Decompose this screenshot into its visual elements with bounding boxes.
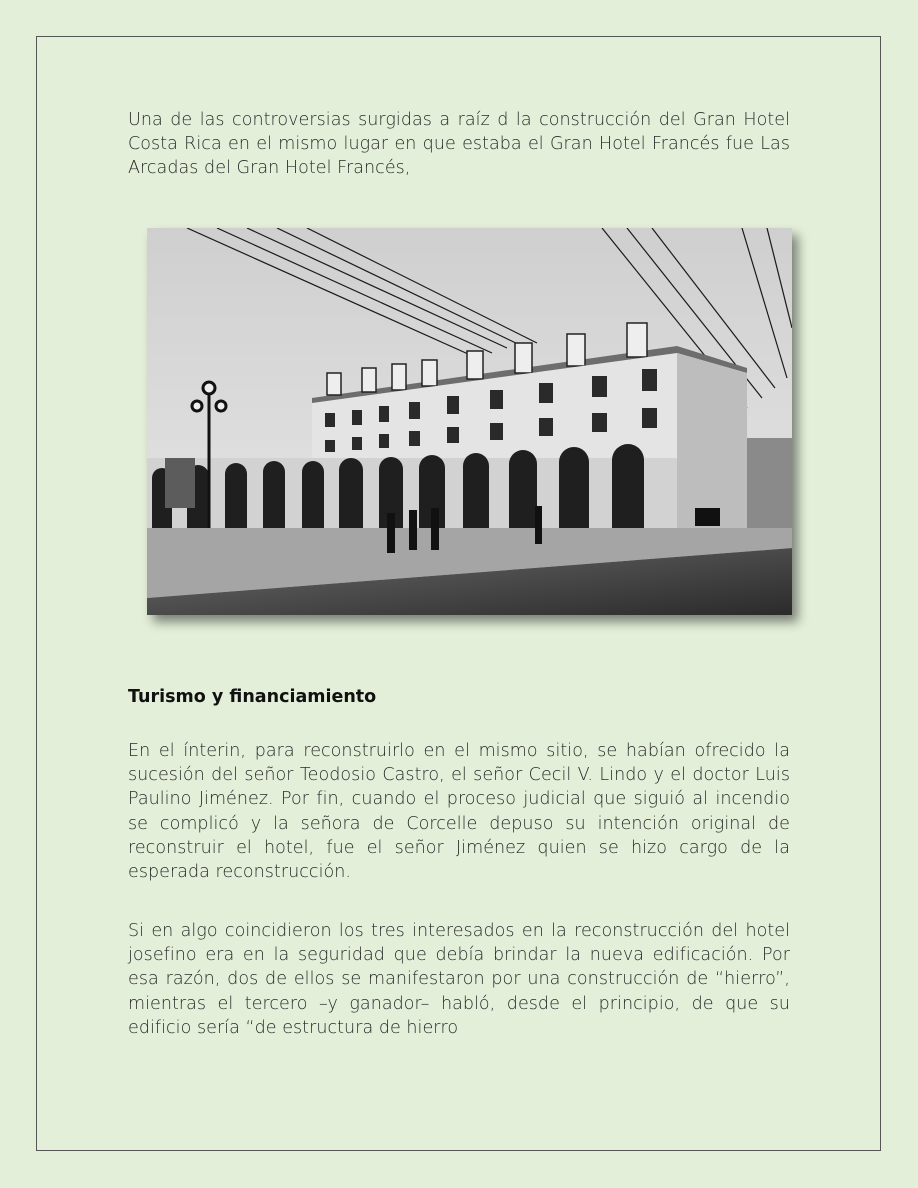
intro-paragraph: Una de las controversias surgidas a raíz d la construcción del Gran Hotel Costa Rica en el mismo lugar en que estaba el Gran Hotel Francés fue Las Arcadas del Gran Hotel Francés,	[128, 110, 790, 179]
section-heading: Turismo y financiamiento	[128, 687, 377, 707]
body-paragraph-1: En el ínterin, para reconstruirlo en el mismo sitio, se habían ofrecido la sucesión del señor Teodosio Castro, el señor Cecil V. Lindo y el doctor Luis Paulino Jiménez. Por fin, cuando el proceso judicial que siguió al incendio se complicó y la señora de Corcelle depuso su intención original de reconstruir el hotel, fue el señor Jiménez quien se hizo cargo de la esperada reconstrucción.	[128, 741, 790, 883]
historic-hotel-photo	[147, 228, 792, 615]
body-paragraph-2: Si en algo coincidieron los tres interesados en la reconstrucción del hotel josefino era en la seguridad que debía brindar la nueva edificación. Por esa razón, dos de ellos se manifestaron por una construcción de “hierro”, mientras el tercero –y ganador– habló, desde el principio, de que su edificio sería “de estructura de hierro	[128, 921, 790, 1038]
